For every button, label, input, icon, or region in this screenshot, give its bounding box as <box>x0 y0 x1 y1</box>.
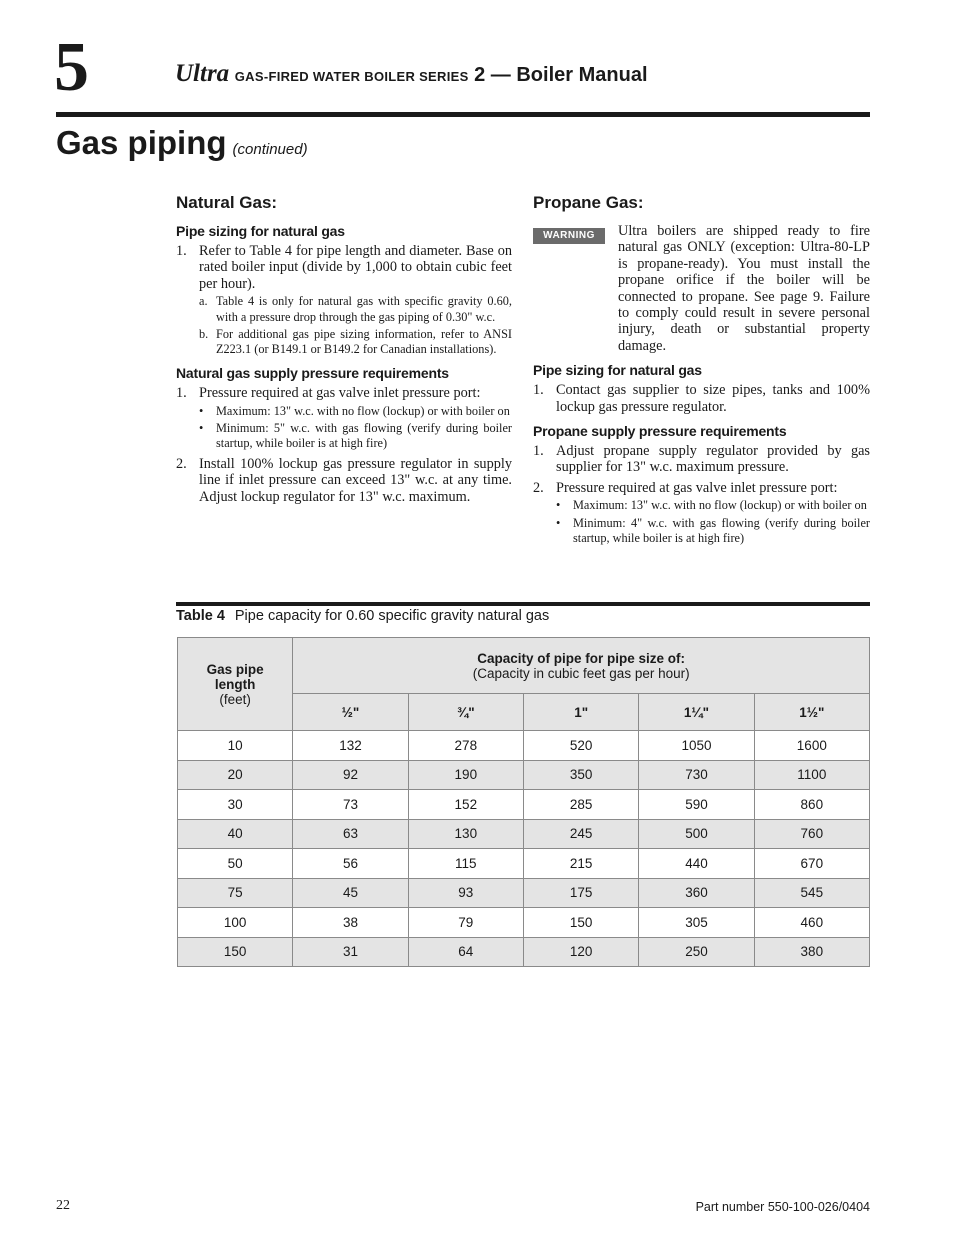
propane-gas-heading: Propane Gas: <box>533 193 644 212</box>
page-number: 22 <box>56 1198 70 1213</box>
capacity-cell: 115 <box>408 849 523 879</box>
capacity-cell: 152 <box>408 790 523 820</box>
capacity-cell: 278 <box>408 731 523 761</box>
capacity-cell: 215 <box>523 849 638 879</box>
capacity-cell: 175 <box>523 878 638 908</box>
natural-supply-pressure-subheading: Natural gas supply pressure requirements <box>176 365 449 382</box>
pipe-length-cell: 20 <box>178 760 293 790</box>
table-row <box>178 849 870 879</box>
page-title <box>56 124 308 162</box>
table-row <box>178 760 870 790</box>
brand-name: Ultra <box>175 60 230 87</box>
manual-header <box>175 60 648 88</box>
table-row <box>178 790 870 820</box>
propane-supply-item-2: 2. Pressure required at gas valve inlet pressure port: <box>533 479 838 496</box>
table-label: Table 4 <box>176 608 225 624</box>
capacity-header: Capacity of pipe for pipe size of: (Capacity in cubic feet gas per hour) <box>293 638 870 694</box>
pipe-size-header: 1¼" <box>639 694 754 731</box>
capacity-cell: 150 <box>523 908 638 938</box>
capacity-cell: 760 <box>754 819 869 849</box>
pipe-length-cell: 150 <box>178 937 293 967</box>
capacity-cell: 460 <box>754 908 869 938</box>
series-text: GAS-FIRED WATER BOILER SERIES <box>234 69 469 84</box>
capacity-cell: 79 <box>408 908 523 938</box>
capacity-cell: 31 <box>293 937 408 967</box>
capacity-cell: 670 <box>754 849 869 879</box>
capacity-cell: 360 <box>639 878 754 908</box>
warning-text: Ultra boilers are shipped ready to fire natural gas ONLY (exception: Ultra-80-LP is propane-ready). You must install the propane orifice if the boiler will be connected to propane. See page 9. Failure to comply could result in severe personal injury, death or substantial property damage. <box>618 223 870 354</box>
propane-warning <box>533 223 870 354</box>
capacity-cell: 520 <box>523 731 638 761</box>
capacity-cell: 92 <box>293 760 408 790</box>
propane-pipe-sizing-subheading: Pipe sizing for natural gas <box>533 362 702 379</box>
table-row <box>178 908 870 938</box>
capacity-cell: 1050 <box>639 731 754 761</box>
natural-supply-item-1: 1. Pressure required at gas valve inlet pressure port: <box>176 385 481 402</box>
pipe-size-header: ½" <box>293 694 408 731</box>
natural-pipe-sizing-sub-b: b. For additional gas pipe sizing information, refer to ANSI Z223.1 (or B149.1 or B149.2 for Canadian installations). <box>199 326 512 357</box>
pipe-capacity-table <box>177 637 870 967</box>
capacity-cell: 73 <box>293 790 408 820</box>
warning-badge: WARNING <box>533 228 605 244</box>
capacity-cell: 93 <box>408 878 523 908</box>
capacity-cell: 130 <box>408 819 523 849</box>
capacity-cell: 500 <box>639 819 754 849</box>
length-header: Gas pipe length (feet) <box>178 638 293 731</box>
capacity-cell: 590 <box>639 790 754 820</box>
pipe-size-header: ¾" <box>408 694 523 731</box>
chapter-number: 5 <box>54 29 89 106</box>
table-row <box>178 819 870 849</box>
natural-supply-bullet-2: • Minimum: 5" w.c. with gas flowing (verify during boiler startup, while boiler is at high fire) <box>199 421 512 451</box>
table-caption <box>176 608 549 624</box>
pipe-length-cell: 40 <box>178 819 293 849</box>
capacity-cell: 63 <box>293 819 408 849</box>
table-caption-text: Pipe capacity for 0.60 specific gravity natural gas <box>234 608 550 624</box>
capacity-cell: 45 <box>293 878 408 908</box>
table-row <box>178 731 870 761</box>
natural-pipe-sizing-sub-a: a. Table 4 is only for natural gas with specific gravity 0.60, with a pressure drop through the gas piping of 0.30" w.c. <box>199 294 512 324</box>
table-row <box>178 878 870 908</box>
capacity-cell: 38 <box>293 908 408 938</box>
natural-supply-bullet-1: • Maximum: 13" w.c. with no flow (lockup) or with boiler on <box>199 403 510 418</box>
pipe-size-header: 1" <box>523 694 638 731</box>
pipe-length-cell: 10 <box>178 731 293 761</box>
natural-supply-item-2: 2. Install 100% lockup gas pressure regulator in supply line if inlet pressure can exceed 13" w.c. at any time. Adjust lockup regulator for 13" w.c. maximum. <box>176 455 512 505</box>
page-title-continued: (continued) <box>232 141 308 158</box>
propane-supply-item-1: 1. Adjust propane supply regulator provided by gas supplier for 13" w.c. maximum pressure. <box>533 443 870 476</box>
header-rule <box>56 112 870 117</box>
propane-supply-bullet-1: • Maximum: 13" w.c. with no flow (lockup) or with boiler on <box>556 498 867 513</box>
propane-supply-bullet-2: • Minimum: 4" w.c. with gas flowing (verify during boiler startup, while boiler is at high fire) <box>556 515 870 545</box>
propane-pipe-sizing-item-1: 1. Contact gas supplier to size pipes, tanks and 100% lockup gas pressure regulator. <box>533 382 870 415</box>
natural-pipe-sizing-item-1: 1. Refer to Table 4 for pipe length and diameter. Base on rated boiler input (divide by 1,000 to obtain cubic feet per hour). <box>176 243 512 292</box>
capacity-cell: 245 <box>523 819 638 849</box>
table-row <box>178 937 870 967</box>
capacity-cell: 545 <box>754 878 869 908</box>
capacity-cell: 1600 <box>754 731 869 761</box>
natural-gas-heading: Natural Gas: <box>176 193 278 212</box>
capacity-cell: 64 <box>408 937 523 967</box>
capacity-cell: 730 <box>639 760 754 790</box>
capacity-cell: 350 <box>523 760 638 790</box>
capacity-cell: 190 <box>408 760 523 790</box>
capacity-cell: 305 <box>639 908 754 938</box>
natural-gas-column <box>176 193 512 505</box>
capacity-cell: 120 <box>523 937 638 967</box>
capacity-cell: 132 <box>293 731 408 761</box>
pipe-length-cell: 50 <box>178 849 293 879</box>
propane-supply-pressure-subheading: Propane supply pressure requirements <box>533 423 787 440</box>
capacity-cell: 285 <box>523 790 638 820</box>
propane-gas-column <box>533 193 870 546</box>
part-number: Part number 550-100-026/0404 <box>695 1200 870 1214</box>
capacity-cell: 440 <box>639 849 754 879</box>
pipe-length-cell: 75 <box>178 878 293 908</box>
manual-text: 2 — Boiler Manual <box>474 64 648 86</box>
natural-pipe-sizing-subheading: Pipe sizing for natural gas <box>176 223 345 239</box>
page-title-main: Gas piping <box>56 124 227 161</box>
pipe-length-cell: 30 <box>178 790 293 820</box>
capacity-cell: 380 <box>754 937 869 967</box>
table-rule <box>176 602 870 606</box>
pipe-length-cell: 100 <box>178 908 293 938</box>
capacity-cell: 250 <box>639 937 754 967</box>
pipe-size-header: 1½" <box>754 694 869 731</box>
capacity-cell: 56 <box>293 849 408 879</box>
capacity-cell: 860 <box>754 790 869 820</box>
capacity-cell: 1100 <box>754 760 869 790</box>
